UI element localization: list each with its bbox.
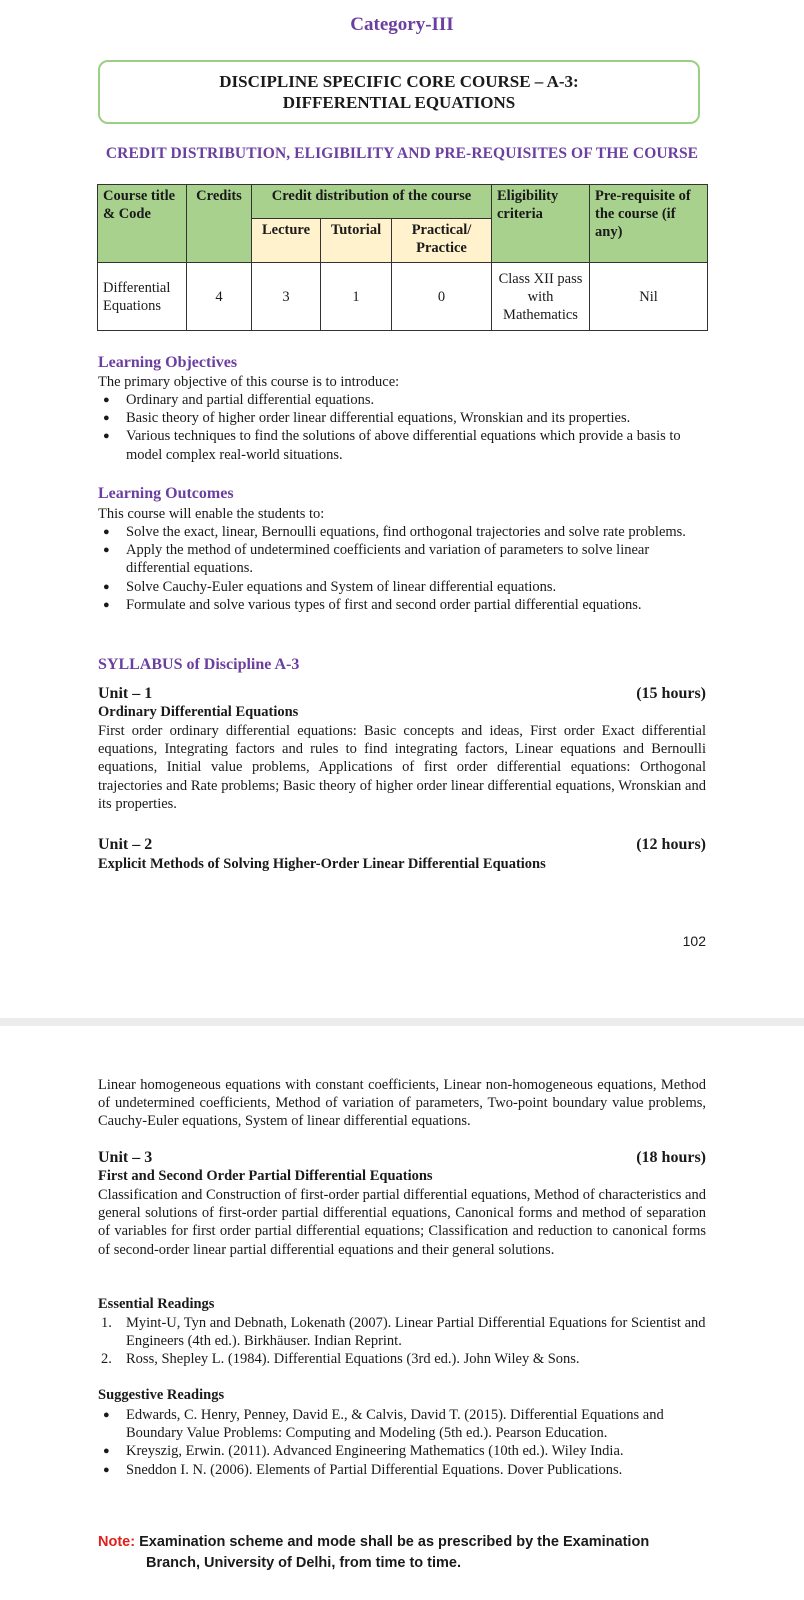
suggestive-readings-title: Suggestive Readings [98, 1387, 225, 1403]
unit-2-text: Linear homogeneous equations with constant coefficients, Linear non-homogeneous equations, Method of undetermined coefficients, Method of variation of parameters, Two-point boundary value problems, Cauchy-Euler equations, System of linear differential equations. [98, 1077, 706, 1130]
learning-objectives-title: Learning Objectives [98, 354, 238, 371]
header-eligibility: Eligibility criteria [492, 185, 590, 263]
reading-number: 1. [101, 1315, 112, 1331]
unit-3-text: Classification and Construction of first-order partial differential equations, Method of characteristics and general solutions of first-order partial differential equations, Canonical forms and method of separation of variables for first order partial differential equations; Classification and reduction to canonical forms of second-order linear partial differential equations and their general solutions. [98, 1187, 706, 1258]
unit-2-header [98, 836, 706, 854]
list-item: ● Edwards, C. Henry, Penney, David E., & Calvis, David T. (2015). Differential Equations and Boundary Value Problems: Computing and Modeling (5th ed.). Pearson Education. [98, 1406, 706, 1442]
header-tutorial: Tutorial [321, 219, 392, 263]
unit-1-title: Ordinary Differential Equations [98, 704, 299, 720]
unit-2-hours: (12 hours) [636, 836, 706, 853]
header-practical: Practical/ Practice [392, 219, 492, 263]
objectives-intro: The primary objective of this course is to introduce: [98, 374, 400, 390]
unit-1-header [98, 685, 706, 703]
note-line-2: Branch, University of Delhi, from time to time. [146, 1555, 462, 1571]
credit-distribution-table [97, 184, 708, 331]
list-item: ● Basic theory of higher order linear differential equations, Wronskian and its properties. [98, 409, 706, 427]
reading-number: 2. [101, 1351, 112, 1368]
unit-1-label: Unit – 1 [98, 685, 153, 702]
learning-outcomes-title: Learning Outcomes [98, 485, 234, 502]
essential-readings-title: Essential Readings [98, 1296, 215, 1312]
list-item: ● Sneddon I. N. (2006). Elements of Partial Differential Equations. Dover Publications. [98, 1461, 706, 1479]
unit-3-header [98, 1149, 706, 1167]
outcomes-intro: This course will enable the students to: [98, 506, 325, 522]
cell-eligibility: Class XII pass with Mathematics [492, 263, 590, 331]
course-title-line-2: DIFFERENTIAL EQUATIONS [282, 93, 516, 112]
outcomes-list [98, 523, 706, 614]
header-prerequisite: Pre-requisite of the course (if any) [590, 185, 708, 263]
header-credit-distribution: Credit distribution of the course [252, 185, 492, 219]
list-item: ● Solve the exact, linear, Bernoulli equations, find orthogonal trajectories and solve rate problems. [98, 523, 706, 541]
objectives-list [98, 391, 706, 464]
list-item: ● Ordinary and partial differential equations. [98, 391, 706, 409]
unit-3-label: Unit – 3 [98, 1149, 153, 1166]
list-item: ● Formulate and solve various types of first and second order partial differential equations. [98, 596, 706, 614]
reading-text: Myint-U, Tyn and Debnath, Lokenath (2007). Linear Partial Differential Equations for Scientist and Engineers (4th ed.). Birkhäuser. Indian Reprint. [126, 1315, 706, 1350]
header-credits: Credits [187, 185, 252, 263]
syllabus-title: SYLLABUS of Discipline A-3 [98, 656, 300, 673]
note-label: Note: [98, 1534, 136, 1550]
credit-distribution-heading: CREDIT DISTRIBUTION, ELIGIBILITY AND PRE-REQUISITES OF THE COURSE [105, 145, 699, 162]
list-item: ● Solve Cauchy-Euler equations and System of linear differential equations. [98, 578, 706, 596]
list-item [98, 1350, 706, 1368]
suggestive-readings-list [98, 1406, 706, 1479]
list-item: ● Various techniques to find the solutions of above differential equations which provide a basis to model complex real-world situations. [98, 427, 706, 463]
page-number: 102 [682, 933, 706, 949]
note-line-1: Examination scheme and mode shall be as prescribed by the Examination [139, 1534, 650, 1550]
cell-prerequisite: Nil [590, 263, 708, 331]
unit-3-hours: (18 hours) [636, 1149, 706, 1166]
essential-readings-list [98, 1314, 706, 1369]
cell-practical: 0 [392, 263, 492, 331]
category-heading: Category-III [350, 14, 454, 35]
unit-1-hours: (15 hours) [636, 685, 706, 702]
header-course-title: Course title & Code [98, 185, 187, 263]
cell-credits: 4 [187, 263, 252, 331]
examination-note [98, 1532, 718, 1574]
unit-3-title: First and Second Order Partial Differential Equations [98, 1168, 433, 1184]
unit-2-label: Unit – 2 [98, 836, 153, 853]
table-row [98, 263, 708, 331]
cell-course: Differential Equations [98, 263, 187, 331]
course-title-line-1: DISCIPLINE SPECIFIC CORE COURSE – A-3: [219, 72, 579, 91]
list-item [98, 1314, 706, 1350]
header-lecture: Lecture [252, 219, 321, 263]
list-item: ● Kreyszig, Erwin. (2011). Advanced Engineering Mathematics (10th ed.). Wiley India. [98, 1442, 706, 1460]
list-item: ● Apply the method of undetermined coefficients and variation of parameters to solve linear differential equations. [98, 541, 706, 577]
unit-2-title: Explicit Methods of Solving Higher-Order Linear Differential Equations [98, 856, 546, 872]
unit-1-text: First order ordinary differential equations: Basic concepts and ideas, First order Exact differential equations, Integrating factors and rules to find integrating factors, Linear equations and Bernoulli equations, Initial value problems, Applications of first order differential equations: Orthogonal trajectories and Rate problems; Basic theory of higher order linear differential equations, Wronskian and its properties. [98, 723, 706, 812]
page-separator [0, 1018, 804, 1026]
cell-tutorial: 1 [321, 263, 392, 331]
cell-lecture: 3 [252, 263, 321, 331]
reading-text: Ross, Shepley L. (1984). Differential Equations (3rd ed.). John Wiley & Sons. [126, 1351, 580, 1368]
course-title-box [98, 60, 700, 124]
